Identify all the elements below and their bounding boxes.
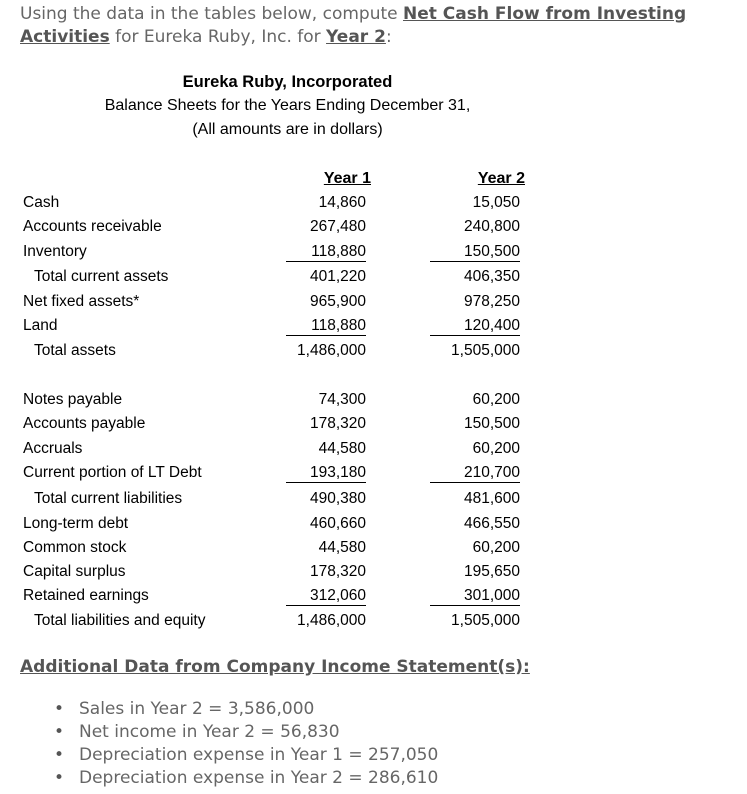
year2-value: 1,505,000 <box>451 612 520 629</box>
row-label: Total current liabilities <box>34 490 183 507</box>
year2-value: 195,650 <box>463 563 520 580</box>
list-item: • Depreciation expense in Year 1 = 257,050 <box>52 744 438 767</box>
row-label: Common stock <box>23 539 127 556</box>
row-label: Long-term debt <box>23 515 129 532</box>
col-year2-header: Year 2 <box>477 170 525 187</box>
row-label: Land <box>23 317 58 334</box>
year2-value: 406,350 <box>463 268 520 285</box>
row-label: Net fixed assets* <box>23 293 140 310</box>
year1-value: 178,320 <box>309 415 366 432</box>
year1-value: 118,880 <box>286 243 366 262</box>
year2-value: 481,600 <box>463 490 520 507</box>
prompt-text-end: : <box>385 27 392 47</box>
row-label: Accounts receivable <box>23 218 162 235</box>
year2-value: 978,250 <box>463 293 520 310</box>
year1-value: 460,660 <box>309 515 366 532</box>
row-label: Capital surplus <box>23 563 126 580</box>
sheet-units: (All amounts are in dollars) <box>192 121 383 138</box>
additional-data-heading: Additional Data from Company Income Statement(s): <box>20 657 530 677</box>
list-item: • Depreciation expense in Year 2 = 286,610 <box>52 767 438 790</box>
year1-value: 1,486,000 <box>297 342 366 359</box>
prompt-text: Using the data in the tables below, compute <box>20 4 403 24</box>
additional-data-list <box>52 698 438 790</box>
year1-value: 490,380 <box>309 490 366 507</box>
row-label: Notes payable <box>23 391 123 408</box>
row-label: Retained earnings <box>23 587 149 604</box>
year1-value: 1,486,000 <box>297 612 366 629</box>
year2-value: 466,550 <box>463 515 520 532</box>
list-item: • Net income in Year 2 = 56,830 <box>52 721 438 744</box>
row-label: Total current assets <box>34 268 169 285</box>
year2-value: 301,000 <box>430 587 520 606</box>
row-label: Current portion of LT Debt <box>23 464 202 481</box>
year1-value: 965,900 <box>309 293 366 310</box>
row-label: Total liabilities and equity <box>34 612 206 629</box>
col-year1-header: Year 1 <box>323 170 371 187</box>
year1-value: 118,880 <box>286 317 366 336</box>
year2-value: 60,200 <box>472 539 520 556</box>
question-prompt <box>20 3 745 49</box>
year2-value: 240,800 <box>463 218 520 235</box>
year2-value: 210,700 <box>430 464 520 483</box>
year1-value: 14,860 <box>318 194 366 211</box>
prompt-year: Year 2 <box>326 27 386 47</box>
prompt-text-mid: for Eureka Ruby, Inc. for <box>109 27 327 47</box>
year2-value: 150,500 <box>463 415 520 432</box>
year2-value: 15,050 <box>472 194 520 211</box>
year1-value: 401,220 <box>309 268 366 285</box>
row-label: Cash <box>23 194 60 211</box>
company-name: Eureka Ruby, Incorporated <box>182 73 393 91</box>
year2-value: 60,200 <box>472 440 520 457</box>
list-item: • Sales in Year 2 = 3,586,000 <box>52 698 438 721</box>
row-label: Accounts payable <box>23 415 146 432</box>
row-label: Accruals <box>23 440 83 457</box>
sheet-subtitle: Balance Sheets for the Years Ending December 31, <box>104 97 471 114</box>
row-label: Inventory <box>23 243 87 260</box>
year2-value: 1,505,000 <box>451 342 520 359</box>
year1-value: 178,320 <box>309 563 366 580</box>
row-label: Total assets <box>34 342 116 359</box>
year1-value: 44,580 <box>318 539 366 556</box>
prompt-target: Net Cash Flow from Investing Activities <box>20 4 687 47</box>
year2-value: 120,400 <box>430 317 520 336</box>
year2-value: 60,200 <box>472 391 520 408</box>
year1-value: 267,480 <box>309 218 366 235</box>
year1-value: 44,580 <box>318 440 366 457</box>
year1-value: 193,180 <box>286 464 366 483</box>
year1-value: 312,060 <box>286 587 366 606</box>
year2-value: 150,500 <box>430 243 520 262</box>
year1-value: 74,300 <box>318 391 366 408</box>
